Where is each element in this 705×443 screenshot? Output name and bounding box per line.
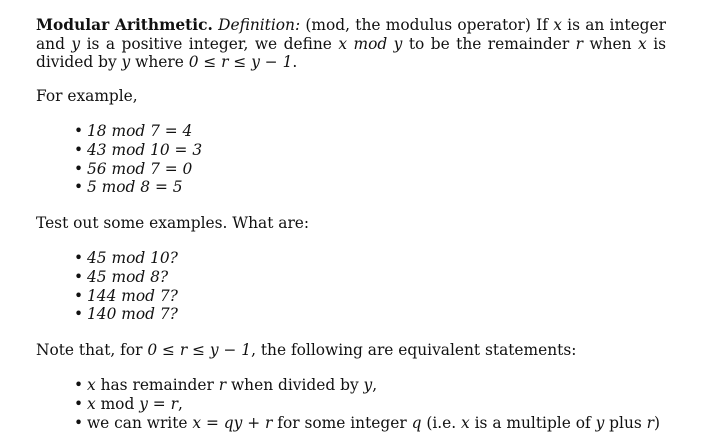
definition-text: to be the remainder: [402, 34, 576, 53]
bullet-icon: •: [74, 286, 84, 305]
test-expression: 144 mod 7?: [87, 286, 178, 305]
bullet-icon: •: [74, 178, 84, 197]
test-expression: 45 mod 10?: [87, 249, 178, 268]
math-x-mod-y: x mod y: [338, 34, 403, 53]
example-intro: For example,: [36, 86, 138, 105]
list-item: [74, 268, 666, 287]
test-intro: Test out some examples. What are:: [36, 213, 310, 232]
math-condition: 0 ≤ r ≤ y − 1: [188, 53, 293, 72]
statement-text: is a multiple of: [469, 413, 596, 432]
test-list: [36, 249, 666, 323]
math-q: q: [411, 413, 422, 432]
math-y: y: [139, 394, 148, 413]
definition-text: is divided by: [36, 34, 667, 72]
list-item: [74, 395, 666, 414]
math-equation: x = qy + r: [192, 413, 273, 432]
statement-text: mod: [95, 394, 140, 413]
definition-text: is a positive integer, we define: [80, 34, 339, 53]
example-expression: 43 mod 10 = 3: [87, 140, 203, 159]
list-item: [74, 287, 666, 306]
document-page: [36, 16, 666, 432]
math-y: y: [71, 34, 81, 53]
math-y: y: [595, 413, 605, 432]
bullet-icon: •: [74, 267, 84, 286]
note-paragraph: [36, 341, 666, 360]
list-item: [74, 249, 666, 268]
math-y: y: [363, 376, 373, 395]
bullet-icon: •: [74, 159, 84, 178]
list-item: [74, 414, 666, 433]
example-expression: 18 mod 7 = 4: [87, 122, 193, 141]
bullet-icon: •: [74, 140, 84, 159]
math-r: r: [646, 413, 655, 432]
math-x: x: [461, 413, 470, 432]
statement-text: ): [654, 413, 661, 432]
statement-text: ,: [372, 376, 378, 395]
test-expression: 45 mod 8?: [87, 267, 169, 286]
section-heading: Modular Arithmetic.: [36, 16, 213, 34]
math-y: y: [121, 53, 131, 72]
bullet-icon: •: [74, 413, 84, 432]
bullet-icon: •: [74, 376, 84, 395]
statement-text: ,: [177, 394, 183, 413]
math-r: r: [170, 394, 178, 413]
test-expression: 140 mod 7?: [87, 305, 178, 324]
list-item: [74, 122, 666, 141]
definition-text: when: [583, 34, 639, 53]
statement-text: plus: [604, 413, 647, 432]
definition-paragraph: [36, 16, 666, 72]
statement-text: when divided by: [226, 376, 364, 395]
list-item: [74, 141, 666, 160]
math-x: x: [87, 394, 96, 413]
math-r: r: [575, 34, 584, 53]
statement-text: for some integer: [272, 413, 412, 432]
definition-text: (mod, the modulus operator) If: [305, 16, 554, 34]
example-expression: 56 mod 7 = 0: [87, 159, 193, 178]
bullet-icon: •: [74, 122, 84, 141]
list-item: [74, 178, 666, 197]
math-x: x: [87, 376, 96, 395]
math-x: x: [553, 16, 562, 34]
math-r: r: [218, 376, 227, 395]
example-list: [36, 122, 666, 196]
definition-text: where: [130, 53, 189, 72]
math-condition: 0 ≤ r ≤ y − 1: [147, 340, 252, 359]
example-expression: 5 mod 8 = 5: [87, 178, 183, 197]
definition-text: is an integer and: [36, 16, 666, 53]
statement-text: (i.e.: [421, 413, 462, 432]
statement-list: [36, 376, 666, 432]
statement-text: we can write: [87, 413, 193, 432]
list-item: [74, 376, 666, 395]
math-x: x: [638, 34, 647, 53]
bullet-icon: •: [74, 249, 84, 268]
note-text: , the following are equivalent statements:: [251, 340, 577, 359]
note-text: Note that, for: [36, 340, 148, 359]
list-item: [74, 305, 666, 324]
definition-text: .: [292, 53, 298, 72]
statement-text: has remainder: [95, 376, 219, 395]
bullet-icon: •: [74, 305, 84, 324]
definition-label: Definition:: [218, 16, 301, 34]
bullet-icon: •: [74, 394, 84, 413]
list-item: [74, 160, 666, 179]
statement-text: =: [147, 394, 171, 413]
